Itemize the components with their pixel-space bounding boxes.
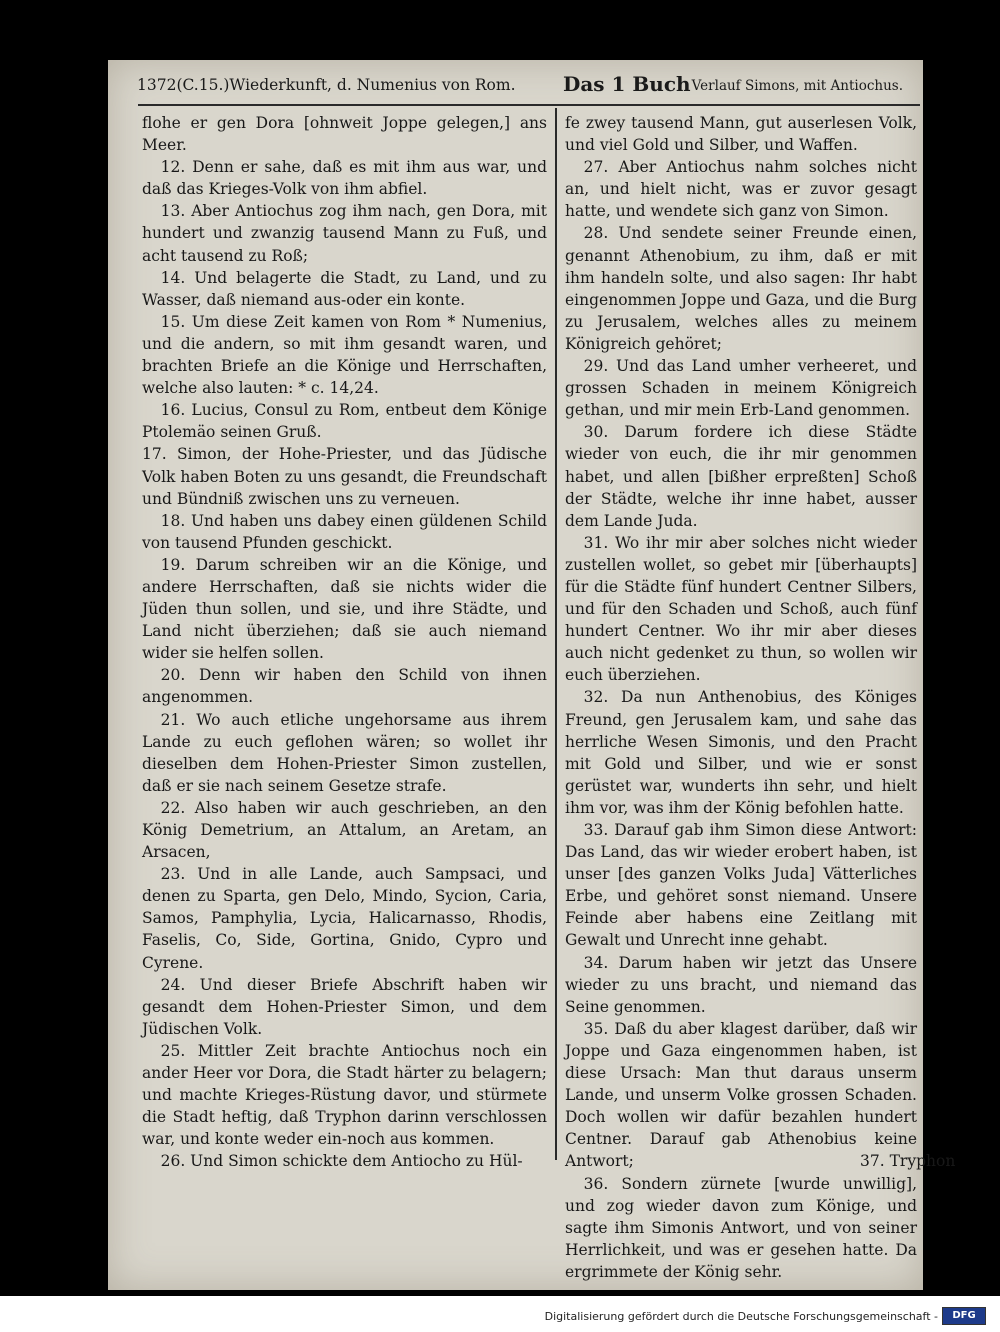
verse: 35. Daß du aber klagest darüber, daß wir Joppe und Gaza eingenommen haben, ist diese Ursach: Man thut daraus unserm Lande, und unserm Volke grossen Schaden. Doch wollen wir dafür bezahlen hundert Centner. Darauf gab Athenobius keine Antwort; [565, 1019, 917, 1171]
verse: 25. Mittler Zeit brachte Antiochus noch ein ander Heer vor Dora, die Stadt härter zu belagern; und machte Krieges-Rüstung davor, und stürmete die Stadt heftig, daß Tryphon darinn verschlossen war, und konte weder ein-noch aus kommen. [142, 1041, 547, 1149]
verse: 33. Darauf gab ihm Simon diese Antwort: Das Land, das wir wieder erobert haben, ist unser [des ganzen Volks Juda] Vätterliches Erbe, und gehöret sonst niemand. Unsere Feinde aber habens eine Zeitlang mit Gewalt und Unrecht inne gehabt. [565, 821, 917, 950]
header-center: Das 1 Buch [563, 72, 691, 96]
catchword: 37. Tryphon [860, 1152, 956, 1170]
header-left: 1372(C.15.)Wiederkunft, d. Numenius von Rom. [137, 76, 516, 94]
verse: 32. Da nun Anthenobius, des Königes Freund, gen Jerusalem kam, und sahe das herrliche Wesen Simonis, und den Pracht mit Gold und Silber, und wie er sonst gerüstet war, wunderts ihn sehr, und hielt ihm vor, was ihm der König befohlen hatte. [565, 688, 917, 817]
verse: 28. Und sendete seiner Freunde einen, genannt Athenobium, zu ihm, daß er mit ihm handeln solte, und also sagen: Ihr habt eingenommen Joppe und Gaza, und die Burg zu Jerusalem, welches alles zu meinem Königreich gehöret; [565, 224, 917, 353]
verse: 16. Lucius, Consul zu Rom, entbeut dem Könige Ptolemäo seinen Gruß. [142, 401, 547, 442]
verse: 18. Und haben uns dabey einen güldenen Schild von tausend Pfunden geschickt. [142, 511, 547, 552]
funding-notice: Digitalisierung gefördert durch die Deutsche Forschungsgemeinschaft - [544, 1310, 938, 1323]
verse: 19. Darum schreiben wir an die Könige, und andere Herrschaften, daß sie nichts wider die Jüden thun sollen, und sie, und ihre Städte, und Land nicht überziehen; daß sie auch niemand wider sie helfen sollen. [142, 555, 547, 663]
verse: 12. Denn er sahe, daß es mit ihm aus war, und daß das Krieges-Volk von ihm abfiel. [142, 158, 547, 199]
verse: 26. Und Simon schickte dem Antiocho zu Hül- [160, 1152, 523, 1171]
verse: 31. Wo ihr mir aber solches nicht wieder zustellen wollet, so gebet mir [überhaupts] für die Städte fünf hundert Centner Silbers, und für den Schaden und Schoß, auch fünf hundert Centner. Wo ihr mir aber dieses auch nicht gedenket zu thun, so wollen wir euch überziehen. [565, 533, 917, 685]
footer-bar [0, 1296, 1000, 1332]
verse: 17. Simon, der Hohe-Priester, und das Jüdische Volk haben Boten zu uns gesandt, die Freundschaft und Bündniß zwischen uns zu verneuen. [142, 445, 547, 508]
verse: 30. Darum fordere ich diese Städte wieder von euch, die ihr mir genommen habet, und allen [bißher erpreßten] Schoß der Städte, welche ihr inne habet, ausser dem Lande Juda. [565, 423, 917, 530]
verse: 22. Also haben wir auch geschrieben, an den König Demetrium, an Attalum, an Aretam, an Arsacen, [142, 798, 547, 862]
verse: 34. Darum haben wir jetzt das Unsere wieder zu uns bracht, und niemand das Seine genommen. [565, 953, 917, 1016]
verse: 23. Und in alle Lande, auch Sampsaci, und denen zu Sparta, gen Delo, Mindo, Sycion, Caria, Samos, Pamphylia, Lycia, Halicarnasso, Rhodis, Faselis, Co, Side, Gortina, Gnido, Cypro und Cyrene. [142, 865, 547, 972]
running-header [117, 74, 917, 102]
header-rule [138, 104, 920, 106]
column-divider [555, 108, 557, 1160]
verse: 20. Denn wir haben den Schild von ihnen angenommen. [142, 666, 547, 707]
verse: 24. Und dieser Briefe Abschrift haben wir gesandt dem Hohen-Priester Simon, und dem Jüdischen Volk. [142, 975, 547, 1038]
header-right: Verlauf Simons, mit Antiochus. [691, 78, 903, 94]
right-column [565, 112, 917, 1283]
dfg-logo: DFG [942, 1307, 986, 1325]
verse: 14. Und belagerte die Stadt, zu Land, und zu Wasser, daß niemand aus-oder ein konte. [142, 268, 547, 309]
verse: 21. Wo auch etliche ungehorsame aus ihrem Lande zu euch geflohen wären; so wollet ihr dieselben dem Hohen-Priester Simon zustellen, daß er sie nach seinem Gesetze strafe. [142, 710, 547, 795]
verse: 27. Aber Antiochus nahm solches nicht an, und hielt nicht, was er zuvor gesagt hatte, und wendete sich ganz von Simon. [565, 158, 917, 221]
verse: flohe er gen Dora [ohnweit Joppe gelegen,] ans Meer. [142, 114, 547, 155]
verse: 29. Und das Land umher verheeret, und grossen Schaden in meinem Königreich gethan, und mir mein Erb-Land genommen. [565, 357, 917, 420]
verse: 36. Sondern zürnete [wurde unwillig], und zog wieder davon zum Könige, und sagte ihm Simonis Antwort, und von seiner Herrlichkeit, und was er gesehen hatte. Da ergrimmete der König sehr. [565, 1174, 917, 1281]
verse: fe zwey tausend Mann, gut auserlesen Volk, und viel Gold und Silber, und Waffen. [565, 114, 917, 155]
verse: 13. Aber Antiochus zog ihm nach, gen Dora, mit hundert und zwanzig tausend Mann zu Fuß, und acht tausend zu Roß; [142, 202, 547, 265]
verse: 15. Um diese Zeit kamen von Rom * Numenius, und die andern, so mit ihm gesandt waren, und brachten Briefe an die Könige und Herrschaften, welche also lauten: * c. 14,24. [142, 312, 547, 398]
left-column [142, 112, 547, 1173]
